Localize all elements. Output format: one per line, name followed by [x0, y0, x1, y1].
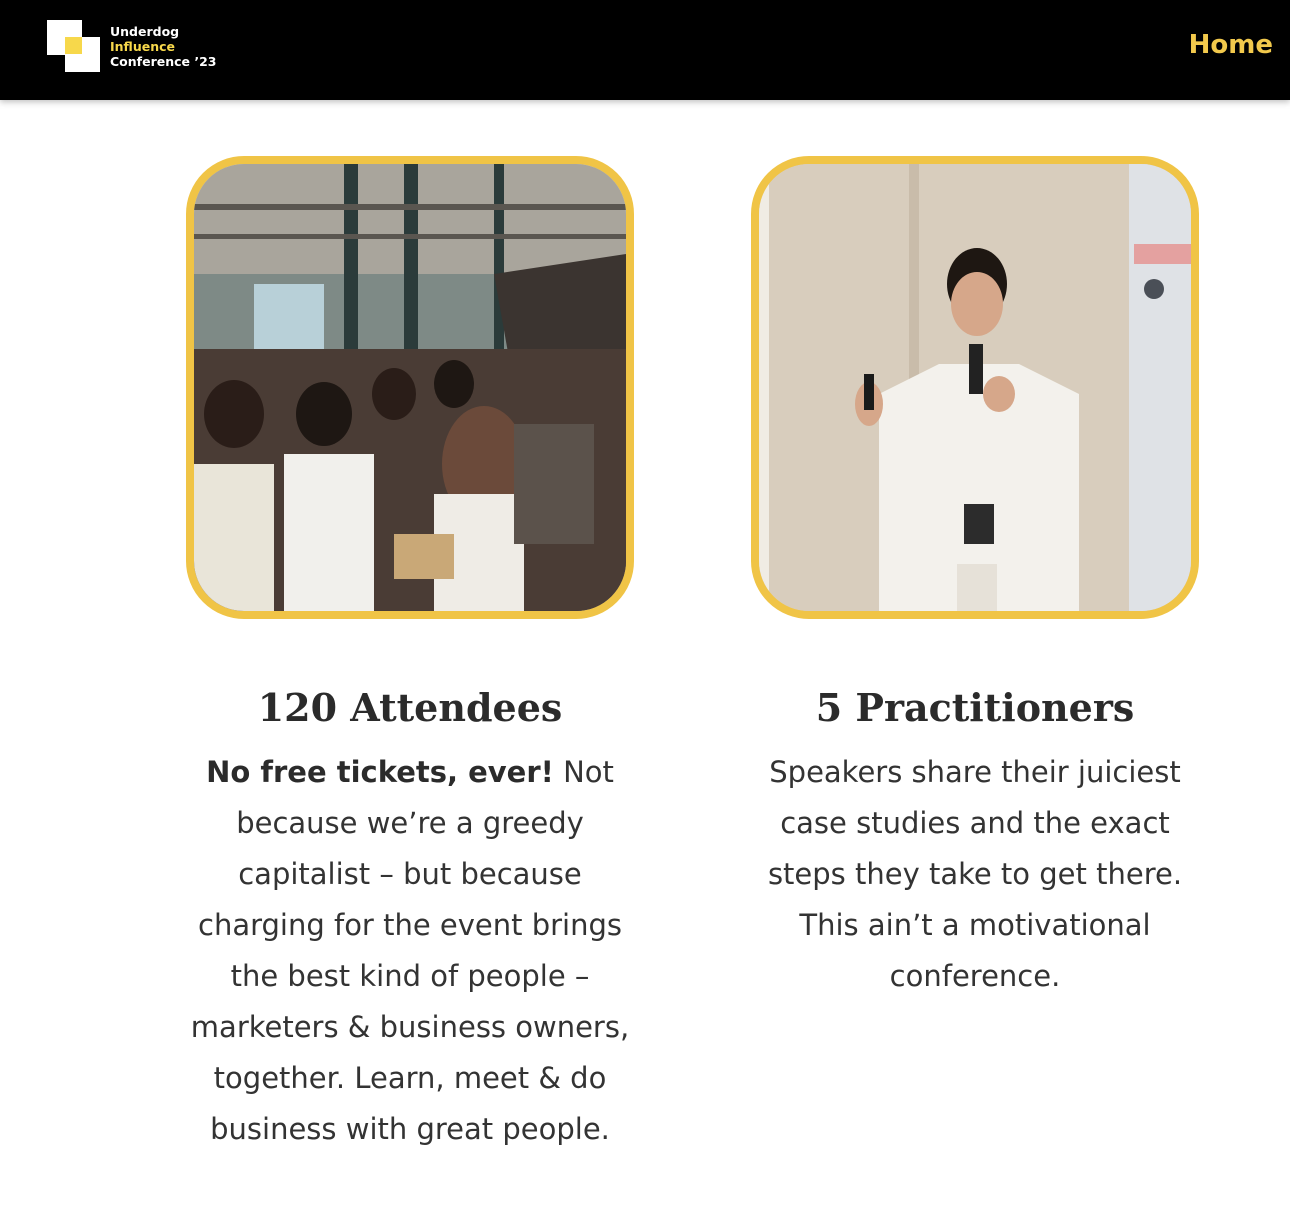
logo-line-2: Influence	[110, 39, 175, 54]
logo-wordmark	[110, 24, 217, 69]
logo-line-1: Underdog	[110, 24, 180, 39]
practitioners-description: Speakers share their juiciest case studies and the exact steps they take to get there. This ain’t a motivational conference.	[767, 755, 1183, 993]
attendees-text: Not because we’re a greedy capitalist – but because charging for the event brings the best kind of people – marketers & business owners, together. Learn, meet & do business with great people.	[190, 755, 630, 1146]
practitioners-photo	[751, 156, 1199, 619]
attendees-lead: No free tickets, ever!	[206, 755, 554, 789]
attendees-photo	[186, 156, 634, 619]
attendees-description	[175, 747, 645, 1155]
practitioners-title: 5 Practitioners	[815, 685, 1135, 730]
logo-squares-icon	[46, 18, 102, 74]
attendees-title: 120 Attendees	[257, 685, 563, 730]
nav-home-link[interactable]: Home	[1188, 30, 1273, 60]
conference-logo[interactable]	[46, 18, 246, 74]
feature-practitioners	[740, 156, 1210, 1002]
speaker-image	[759, 164, 1191, 611]
logo-line-3: Conference ’23	[110, 54, 217, 69]
top-navigation-bar	[0, 0, 1290, 100]
feature-attendees	[175, 156, 645, 1155]
audience-image	[194, 164, 626, 611]
